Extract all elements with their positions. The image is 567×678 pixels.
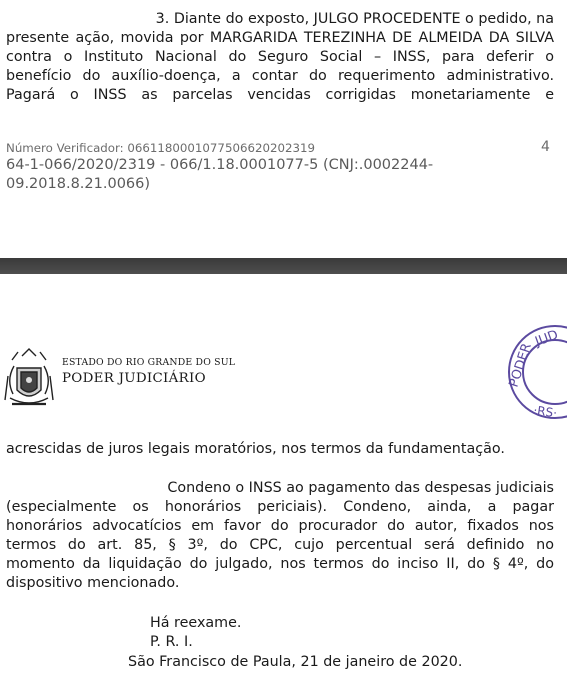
- paragraph-line: termos do art. 85, § 3º, do CPC, cujo percentual será definido no: [6, 537, 554, 553]
- reexame-line: Há reexame.: [150, 615, 242, 631]
- paragraph-line: acrescidas de juros legais moratórios, nos termos da fundamentação.: [6, 441, 505, 457]
- judgment-paragraph-2: [6, 479, 554, 593]
- page-number: 4: [541, 139, 550, 155]
- verifier-number: Número Verificador: 066118000107750662020231​9: [6, 141, 316, 155]
- continuation-line: [6, 440, 554, 459]
- process-number-line-1: 64-1-066/2020/2319 - 066/1.18.0001077-5 (CNJ:.0002244-: [6, 157, 434, 173]
- paragraph-line: momento da liquidação do julgado, nos termos do inciso II, do § 4º, do: [6, 556, 554, 572]
- process-number-line-2: 09.2018.8.21.0066): [6, 176, 151, 192]
- coat-of-arms-icon: [4, 346, 54, 416]
- paragraph-line: dispositivo mencionado.: [6, 575, 180, 591]
- paragraph-line: Condeno o INSS ao pagamento das despesas judiciais: [167, 480, 554, 496]
- judgment-paragraph-1: [6, 10, 554, 105]
- verifier-block: [6, 140, 556, 194]
- paragraph-line: Pagará o INSS as parcelas vencidas corrigidas monetariamente e: [6, 87, 554, 103]
- paragraph-line: (especialmente os honorários periciais). Condeno, ainda, a pagar: [6, 499, 554, 515]
- page-break-divider: [0, 258, 567, 274]
- official-seal-stamp: [503, 322, 567, 420]
- header-branch: PODER JUDICIÁRIO: [62, 371, 206, 386]
- place-date-line: São Francisco de Paula, 21 de janeiro de 2020.: [128, 654, 463, 670]
- paragraph-line: contra o Instituto Nacional do Seguro Social – INSS, para deferir o: [6, 49, 554, 65]
- paragraph-line: honorários advocatícios em favor do procurador do autor, fixados nos: [6, 518, 554, 534]
- paragraph-line: 3. Diante do exposto, JULGO PROCEDENTE o pedido, na: [155, 11, 554, 27]
- svg-text:·RS·: ·RS·: [532, 403, 558, 420]
- paragraph-line: presente ação, movida por MARGARIDA TEREZINHA DE ALMEIDA DA SILVA: [6, 30, 554, 46]
- pri-line: P. R. I.: [150, 634, 193, 650]
- paragraph-line: benefício do auxílio-doença, a contar do requerimento administrativo.: [6, 68, 554, 84]
- svg-text:PODER: PODER: [506, 341, 535, 390]
- header-state: ESTADO DO RIO GRANDE DO SUL: [62, 357, 236, 368]
- svg-text:JUD: JUD: [533, 327, 561, 350]
